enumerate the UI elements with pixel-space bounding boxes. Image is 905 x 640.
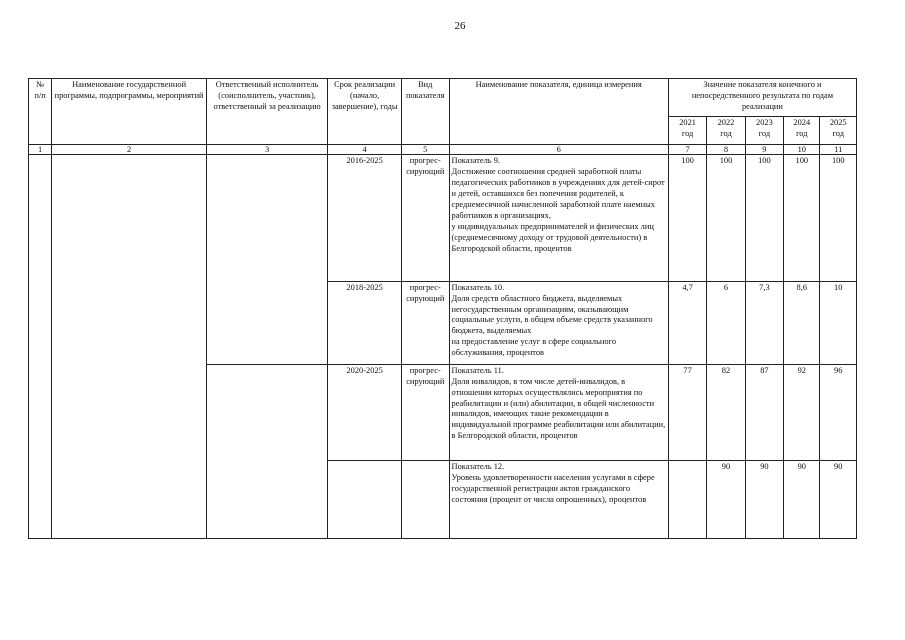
column-number: 2	[52, 145, 207, 155]
indicator-cell: Показатель 12. Уровень удовлетворенности населения услугами в сфере государственной регистрации актов гражданского состояния (процент от числа опрошенных), процентов	[449, 460, 668, 538]
column-number: 11	[820, 145, 857, 155]
num-cell	[29, 155, 52, 539]
header-year: 2021 год	[668, 117, 706, 145]
indicator-cell: Показатель 9. Достижение соотношения средней заработной платы педагогических работников в учреждениях для детей-сирот и детей, оставшихся без попечения родителей, к среднемесячной начисленной заработной плате наемных работников в организациях, у индивидуальных предпринимателей и физических лиц (среднемесячному доходу от трудовой деятельности) в Белгородской области, процентов	[449, 155, 668, 282]
value-cell: 100	[784, 155, 820, 282]
type-cell	[402, 460, 450, 538]
program-name-cell	[52, 155, 207, 539]
header-year: 2022 год	[707, 117, 745, 145]
value-cell	[668, 460, 706, 538]
header-year: 2025 год	[820, 117, 857, 145]
responsible-cell	[206, 364, 327, 538]
value-cell: 90	[707, 460, 745, 538]
period-cell: 2016-2025	[328, 155, 402, 282]
type-cell: прогрес- сирующий	[402, 155, 450, 282]
period-cell: 2020-2025	[328, 364, 402, 460]
indicator-cell: Показатель 10. Доля средств областного бюджета, выделяемых негосударственным организациям, оказывающим социальные услуги, в общем объеме средств указанного бюджета, выделяемых на предоставление услуг в сфере социального обслуживания, процентов	[449, 281, 668, 364]
value-cell: 90	[784, 460, 820, 538]
value-cell: 7,3	[745, 281, 783, 364]
type-cell: прогрес- сирующий	[402, 364, 450, 460]
value-cell: 90	[820, 460, 857, 538]
value-cell: 8,6	[784, 281, 820, 364]
value-cell: 82	[707, 364, 745, 460]
column-number: 4	[328, 145, 402, 155]
header-values: Значение показателя конечного и непосредственного результата по годам реализации	[668, 79, 856, 117]
period-cell: 2018-2025	[328, 281, 402, 364]
column-number: 8	[707, 145, 745, 155]
header-responsible: Ответственный исполнитель (соисполнитель, участник), ответственный за реализацию	[206, 79, 327, 145]
value-cell: 10	[820, 281, 857, 364]
header-name: Наименование государственной программы, подпрограммы, мероприятий	[52, 79, 207, 145]
value-cell: 4,7	[668, 281, 706, 364]
page-number: 26	[454, 20, 466, 32]
column-number: 7	[668, 145, 706, 155]
value-cell: 100	[707, 155, 745, 282]
column-number: 1	[29, 145, 52, 155]
header-indicator: Наименование показателя, единица измерения	[449, 79, 668, 145]
indicators-table	[28, 78, 857, 539]
table-row	[29, 155, 857, 282]
value-cell: 6	[707, 281, 745, 364]
header-year: 2023 год	[745, 117, 783, 145]
value-cell: 77	[668, 364, 706, 460]
responsible-cell	[206, 155, 327, 365]
column-number: 5	[402, 145, 450, 155]
header-period: Срок реализации (начало, завершение), годы	[328, 79, 402, 145]
value-cell: 100	[668, 155, 706, 282]
indicator-cell: Показатель 11. Доля инвалидов, в том числе детей-инвалидов, в отношении которых осуществлялись мероприятия по реабилитации и (или) абилитации, в общей численности инвалидов, имеющих такие рекомендации в индивидуальной программе реабилитации или абилитации, в Белгородской области, процентов	[449, 364, 668, 460]
column-number: 3	[206, 145, 327, 155]
header-num: № п/п	[29, 79, 52, 145]
column-number: 9	[745, 145, 783, 155]
value-cell: 90	[745, 460, 783, 538]
column-number: 10	[784, 145, 820, 155]
type-cell: прогрес- сирующий	[402, 281, 450, 364]
value-cell: 87	[745, 364, 783, 460]
value-cell: 96	[820, 364, 857, 460]
column-number: 6	[449, 145, 668, 155]
value-cell: 92	[784, 364, 820, 460]
value-cell: 100	[745, 155, 783, 282]
header-year: 2024 год	[784, 117, 820, 145]
header-type: Вид показателя	[402, 79, 450, 145]
value-cell: 100	[820, 155, 857, 282]
period-cell	[328, 460, 402, 538]
column-numbers-row	[29, 145, 857, 155]
